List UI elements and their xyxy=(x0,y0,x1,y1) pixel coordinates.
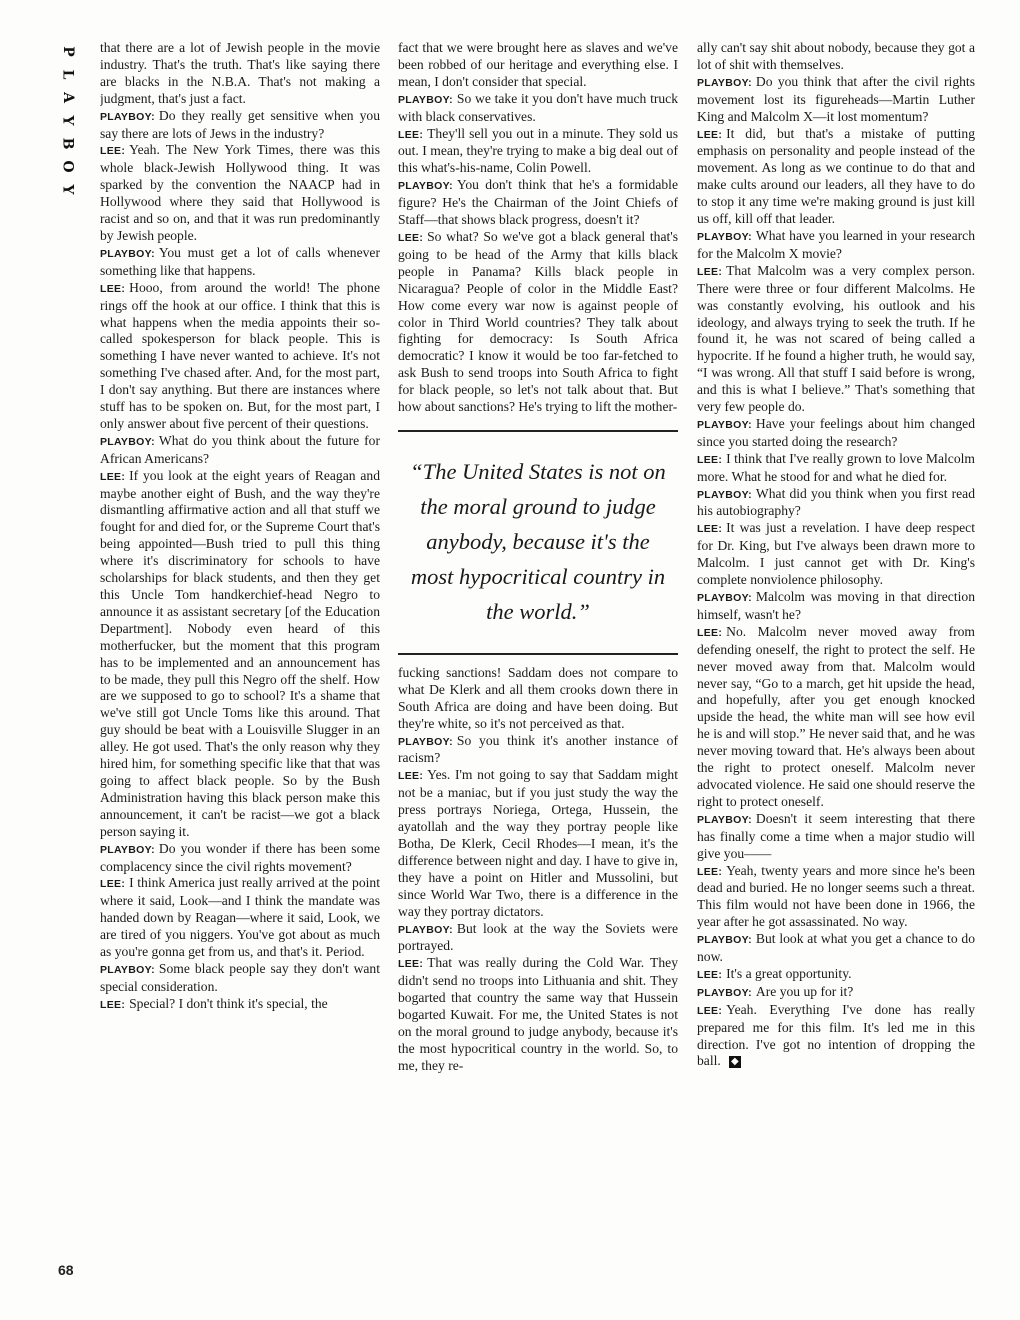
speaker-label: LEE: xyxy=(697,265,723,278)
speaker-label: PLAYBOY: xyxy=(697,934,752,947)
speaker-label: PLAYBOY: xyxy=(100,843,155,856)
pull-quote: “The United States is not on the moral ground to judge anybody, because it's the most hypocritical country in the world.” xyxy=(398,430,678,655)
interview-paragraph xyxy=(100,280,380,433)
interview-paragraph xyxy=(398,126,678,178)
paragraph-text: But look at the way the Soviets were portrayed. xyxy=(398,920,678,954)
paragraph-text: No. Malcolm never moved away from defending oneself, the right to protect the self. He never moved away from that. Malcolm would never say, “Go to a march, get hit upside the head, and hopefully, after you get enough knocked upside the head, the white man will see how evil he is and will stop.” He never said that, and he was never moving toward that. He's always been about the right to protect oneself. Malcolm never advocated violence. He said one should reserve the right to protect oneself. xyxy=(697,623,975,809)
interview-paragraph xyxy=(100,142,380,244)
speaker-label: LEE: xyxy=(398,128,424,141)
interview-paragraph xyxy=(398,665,678,733)
interview-paragraph xyxy=(100,468,380,841)
interview-paragraph xyxy=(697,486,975,521)
paragraph-text: Yeah. Everything I've done has really prepared me for this film. It's led me in this direction. I've got no intention of dropping the ball. xyxy=(697,1001,975,1069)
paragraph-text: That Malcolm was a very complex person. There were three or four different Malcolms. He was constantly evolving, his outlook and his ideology, and always trying to seek the truth. If he found it, he was not scared of being called a hypocrite. If he found a higher truth, he would say, “I was wrong. All that stuff I said before is wrong, and this is what I believe.” That's something that very few people do. xyxy=(697,262,975,415)
interview-paragraph xyxy=(697,984,975,1002)
interview-paragraph xyxy=(697,624,975,811)
page-number: 68 xyxy=(58,1262,74,1278)
paragraph-text: It was just a revelation. I have deep respect for Dr. King, but I've always been drawn more to Malcolm. I just cannot get with Dr. King's complete nonviolence philosophy. xyxy=(697,520,975,588)
paragraph-text: I think that I've really grown to love Malcolm more. What he stood for and what he died for. xyxy=(697,450,975,484)
paragraph-text: But look at what you get a chance to do now. xyxy=(697,931,975,965)
paragraph-text: Some black people say they don't want special consideration. xyxy=(100,960,380,994)
paragraph-text: Yes. I'm not going to say that Saddam might not be a maniac, but if you just study the way the press portrays Noriega, Ortega, Hussein, the ayatollah and the way they portray people like Botha, De Klerk, Cecil Rhodes—I mean, it's the difference between night and day. I have to give in, they have a point on Hitler and Mussolini, but since World War Two, there is a difference in the way they portray dictators. xyxy=(398,767,678,919)
paragraph-text: Yeah, twenty years and more since he's been dead and buried. He no longer seems such a threat. This film would not have been done in 1966, the year after he got assassinated. No way. xyxy=(697,862,975,930)
paragraph-text: What did you think when you first read his autobiography? xyxy=(697,485,975,519)
speaker-label: LEE: xyxy=(100,470,126,483)
speaker-label: PLAYBOY: xyxy=(697,230,752,243)
paragraph-text: So we take it you don't have much truck with black conservatives. xyxy=(398,90,678,124)
speaker-label: PLAYBOY: xyxy=(398,180,453,193)
interview-paragraph xyxy=(697,228,975,263)
speaker-label: PLAYBOY: xyxy=(697,488,752,501)
speaker-label: PLAYBOY: xyxy=(398,735,453,748)
speaker-label: LEE: xyxy=(697,128,723,141)
interview-paragraph xyxy=(697,40,975,74)
paragraph-text: Are you up for it? xyxy=(755,983,854,999)
playboy-masthead xyxy=(56,40,78,201)
interview-paragraph xyxy=(398,921,678,956)
speaker-label: LEE: xyxy=(697,865,723,878)
paragraph-text: Hooo, from around the world! The phone rings off the hook at our office. I think that this is what happens when the media appoints their so-called spokesperson for black people. This is something I have never wanted to achieve. It's not something I've chased after. And, for the most part, I don't say anything. But there are instances where stuff has to be spoken on. But, for the most part, I only answer about five percent of their questions. xyxy=(100,279,380,431)
paragraph-text: What do you think about the future for African Americans? xyxy=(100,432,380,466)
paragraph-text: Do they really get sensitive when you say there are lots of Jews in the industry? xyxy=(100,107,380,141)
interview-paragraph xyxy=(697,811,975,863)
paragraph-text: ally can't say shit about nobody, because they got a lot of shit with themselves. xyxy=(697,40,975,72)
paragraph-text: Have your feelings about him changed since you started doing the research? xyxy=(697,415,975,449)
speaker-label: PLAYBOY: xyxy=(697,418,752,431)
interview-paragraph xyxy=(100,40,380,108)
interview-paragraph xyxy=(697,589,975,624)
paragraph-text: Do you wonder if there has been some complacency since the civil rights movement? xyxy=(100,840,380,874)
interview-paragraph xyxy=(100,108,380,143)
speaker-label: LEE: xyxy=(697,626,723,639)
speaker-label: PLAYBOY: xyxy=(100,435,155,448)
paragraph-text: So you think it's another instance of racism? xyxy=(398,732,678,766)
speaker-label: PLAYBOY: xyxy=(398,93,453,106)
interview-paragraph xyxy=(398,955,678,1074)
interview-paragraph xyxy=(697,416,975,451)
speaker-label: LEE: xyxy=(100,282,126,295)
interview-paragraph xyxy=(398,767,678,920)
paragraph-text: fucking sanctions! Saddam does not compare to what De Klerk and all them crooks down there in South Africa are doing and have been doing. But they're white, so it's not perceived as that. xyxy=(398,664,678,731)
paragraph-text: Doesn't it seem interesting that there has finally come a time when a major studio will give you—— xyxy=(697,810,975,861)
speaker-label: LEE: xyxy=(697,523,723,536)
speaker-label: LEE: xyxy=(697,453,723,466)
paragraph-text: So what? So we've got a black general that's going to be head of the Army that kills black people in Panama? Kills black people in Nicaragua? People of color in the Middle East? How come every war now is against people of color in Third World countries? They talk about fighting for democracy: Is South Africa democratic? I know it would be too far-fetched to ask Bush to send troops into South Africa to fight for black people, so let's not talk about that. But how about sanctions? He's trying to lift the mother- xyxy=(398,228,678,415)
interview-paragraph xyxy=(398,177,678,229)
paragraph-text: Do you think that after the civil rights movement lost its figureheads—Martin Luther King and Malcolm X—it lost momentum? xyxy=(697,73,975,124)
speaker-label: LEE: xyxy=(398,958,424,971)
interview-paragraph xyxy=(697,931,975,966)
interview-paragraph xyxy=(398,229,678,416)
interview-paragraph xyxy=(398,40,678,91)
speaker-label: PLAYBOY: xyxy=(100,110,155,123)
paragraph-text: It's a great opportunity. xyxy=(726,965,852,981)
speaker-label: PLAYBOY: xyxy=(697,986,752,999)
paragraph-text: Yeah. The New York Times, there was this whole black-Jewish Hollywood thing. It was sparked by the convention the NAACP had in Hollywood where they said that Hollywood is racist and so on, and that it was run predominantly by Jewish people. xyxy=(100,142,380,243)
paragraph-text: You must get a lot of calls whenever something like that happens. xyxy=(100,244,380,278)
interview-paragraph xyxy=(697,451,975,486)
paragraph-text: I think America just really arrived at the point where it said, Look—and I think the mandate was handed down by Reagan—where it said, Look, we are tired of you niggers. You've got about as much as you're gonna get from us, and that's it. Period. xyxy=(100,875,380,960)
masthead-letter: A xyxy=(59,92,76,103)
text-column-2 xyxy=(398,40,678,1280)
masthead-letter: L xyxy=(59,69,76,80)
playboy-rabbit-icon: ◆ xyxy=(729,1056,741,1068)
paragraph-text: You don't think that he's a formidable figure? He's the Chairman of the Joint Chiefs of Staff—that shows black progress, doesn't it? xyxy=(398,177,678,228)
paragraph-text: Malcolm was moving in that direction himself, wasn't he? xyxy=(697,589,975,622)
paragraph-text: Special? I don't think it's special, the xyxy=(129,995,328,1011)
speaker-label: PLAYBOY: xyxy=(100,247,155,260)
interview-paragraph xyxy=(398,733,678,768)
paragraph-text: That was really during the Cold War. They didn't send no troops into Lithuania and shit. They bogarted that country the same way that Hussein bogarted Kuwait. For me, the United States is not on the moral ground to judge anybody, because it's the most hypocritical country in the world. So, to me, they re- xyxy=(398,955,678,1073)
speaker-label: PLAYBOY: xyxy=(697,813,752,826)
interview-paragraph xyxy=(100,961,380,996)
interview-paragraph xyxy=(100,245,380,280)
speaker-label: LEE: xyxy=(100,878,126,891)
speaker-label: LEE: xyxy=(100,145,126,158)
interview-paragraph xyxy=(398,91,678,126)
interview-paragraph xyxy=(100,841,380,876)
paragraph-text: If you look at the eight years of Reagan and maybe another eight of Bush, and the way they're dismantling affirmative action and all that stuff we fought for and died for, or the Supreme Court that's being appointed—Bush tried to pull this thing where it's discriminatory for schools to have scholarships for black students, and then they get this Uncle Tom handkerchief-head Negro to announce it as assistant secretary [of the Education Department]. Nobody even heard of this motherfucker, but the moment that this program has to be implemented and an announcement has to be made, they pull this Negro off the shelf. How are we supposed to go to school? It's a shame that we've still got Uncle Toms like this around. That guy should be beat with a Louisville Slugger in an alley. He got used. That's the only reason why they hired him, for something specific like that that was going to affect black people. So by the Bush Administration having this black person make this announcement, it can't be racist—we got a black person saying it. xyxy=(100,467,380,839)
interview-paragraph xyxy=(100,996,380,1014)
masthead-letter: B xyxy=(59,137,76,150)
text-column-3 xyxy=(697,40,975,1280)
masthead-letter: O xyxy=(59,160,76,173)
interview-paragraph xyxy=(697,966,975,984)
paragraph-text: What have you learned in your research for the Malcolm X movie? xyxy=(697,227,975,261)
interview-paragraph xyxy=(697,1002,975,1071)
interview-paragraph xyxy=(697,126,975,228)
interview-paragraph xyxy=(697,520,975,589)
paragraph-text: It did, but that's a mistake of putting emphasis on personality and people instead of the movement. As long as we continue to do that and make cults around our leaders, all they have to do to stop it any time we're making ground is just kill us off, kill off that leader. xyxy=(697,125,975,227)
speaker-label: PLAYBOY: xyxy=(100,963,155,976)
speaker-label: PLAYBOY: xyxy=(398,923,453,936)
interview-paragraph xyxy=(697,863,975,932)
masthead-letter: Y xyxy=(59,115,76,126)
speaker-label: LEE: xyxy=(398,231,424,244)
paragraph-text: They'll sell you out in a minute. They sold us out. I mean, they're trying to make a big deal out of this what's-his-name, Colin Powell. xyxy=(398,125,678,176)
interview-paragraph xyxy=(697,74,975,126)
speaker-label: LEE: xyxy=(697,1004,723,1017)
masthead-letter: Y xyxy=(59,184,76,195)
speaker-label: PLAYBOY: xyxy=(697,76,752,89)
speaker-label: LEE: xyxy=(697,968,723,981)
interview-paragraph xyxy=(100,875,380,961)
interview-paragraph xyxy=(697,263,975,416)
interview-paragraph xyxy=(100,433,380,468)
paragraph-text: that there are a lot of Jewish people in the movie industry. That's the truth. That's like saying there are blacks in the N.B.A. That's not making a judgment, that's just a fact. xyxy=(100,40,380,106)
text-column-1 xyxy=(100,40,380,1280)
masthead-letter: P xyxy=(59,46,76,57)
paragraph-text: fact that we were brought here as slaves and we've been robbed of our heritage and everything else. I mean, I don't consider that special. xyxy=(398,40,678,89)
speaker-label: PLAYBOY: xyxy=(697,592,752,604)
speaker-label: LEE: xyxy=(398,770,424,783)
speaker-label: LEE: xyxy=(100,998,126,1011)
